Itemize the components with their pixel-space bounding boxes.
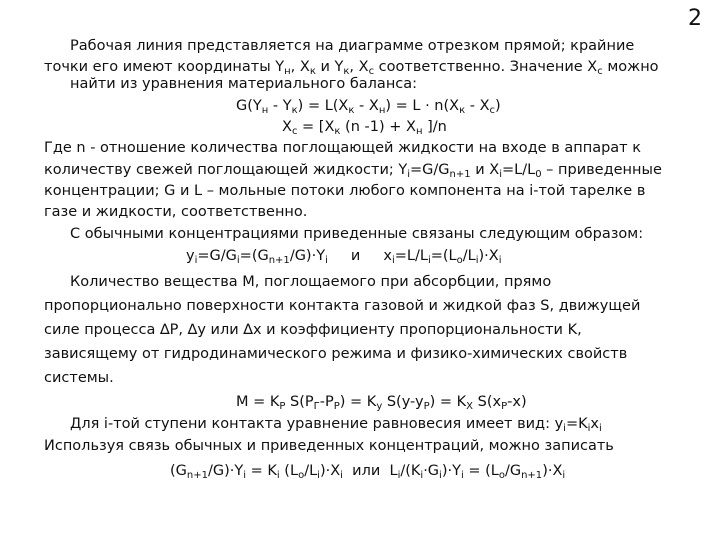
subscript: Г [313, 401, 320, 412]
text: точки его имеют координаты Y [44, 59, 285, 75]
text: ·G [423, 463, 440, 479]
paragraph-line [44, 160, 720, 180]
subscript: P [423, 401, 430, 412]
text: =K [565, 416, 588, 432]
text: )·X [319, 463, 341, 479]
subscript: i [498, 255, 502, 266]
text: ) = L(X [297, 98, 349, 114]
text: =(L [430, 248, 457, 264]
text: =G/G [197, 248, 237, 264]
equation-concentrations [186, 246, 720, 266]
paragraph-line: концентрации; G и L – мольные потоки любого компонента на i-той тарелке в [44, 183, 646, 199]
text: M = K [236, 394, 280, 410]
subscript: 0 [535, 169, 542, 180]
paragraph-line: системы. [44, 370, 114, 386]
text: -x) [507, 394, 527, 410]
subscript: i [243, 470, 247, 481]
text: (n -1) + X [340, 119, 416, 135]
paragraph-line: пропорционально поверхности контакта газовой и жидкой фаз S, движущей [44, 298, 641, 314]
text: S(P [285, 394, 314, 410]
subscript: i [420, 470, 424, 481]
subscript: к [459, 105, 466, 116]
subscript: н [284, 66, 291, 77]
subscript: i [460, 470, 464, 481]
subscript: i [317, 470, 320, 481]
subscript: н [378, 105, 386, 116]
subscript: c [489, 105, 496, 116]
text: = K [246, 463, 277, 479]
text: /G [504, 463, 522, 479]
subscript: к [348, 105, 355, 116]
text: x [590, 416, 599, 432]
text: /L [462, 248, 476, 264]
subscript: i [391, 255, 395, 266]
subscript: o [298, 470, 305, 481]
subscript: y [376, 401, 383, 412]
page-number: 2 [688, 6, 702, 31]
subscript: n+1 [268, 255, 290, 266]
text: (L [279, 463, 299, 479]
paragraph-line: Где n - отношение количества поглощающей жидкости на входе в аппарат к [44, 140, 641, 156]
subscript: к [309, 66, 316, 77]
text: =L/L [501, 162, 536, 178]
subscript: c [368, 66, 375, 77]
subscript: н [415, 126, 423, 137]
paragraph-line: Количество вещества M, поглощаемого при абсорбции, прямо [70, 274, 552, 290]
paragraph-line: зависящему от гидродинамического режима и физико-химических свойств [44, 346, 628, 362]
text: - X [354, 98, 379, 114]
subscript: к [291, 105, 298, 116]
paragraph-line: Рабочая линия представляется на диаграмме отрезком прямой; крайние [70, 38, 635, 54]
subscript: c [597, 66, 603, 77]
text: =G/G [410, 162, 450, 178]
text: )·X [542, 463, 563, 479]
equation-material-balance [236, 96, 720, 116]
subscript: P [333, 401, 340, 412]
subscript: i [499, 169, 502, 180]
text: S(y-y [382, 394, 424, 410]
text: )·Y [441, 463, 461, 479]
text: (G [170, 463, 187, 479]
subscript: X [466, 401, 474, 412]
paragraph-line: С обычными концентрациями приведенные связаны следующим образом: [70, 226, 644, 242]
text: -P [319, 394, 334, 410]
subscript: i [562, 470, 566, 481]
text: и X [470, 162, 500, 178]
subscript: n+1 [521, 470, 543, 481]
text: количеству свежей поглощающей жидкости; Y [44, 162, 408, 178]
text: X [282, 119, 292, 135]
text: S(x [473, 394, 502, 410]
subscript: i [475, 255, 479, 266]
text: или L [342, 463, 398, 479]
subscript: i [598, 423, 602, 434]
text: Для i-той ступени контакта уравнение равновесия имеет вид: y [70, 416, 564, 432]
subscript: i [325, 255, 328, 266]
subscript: i [236, 255, 240, 266]
text: ) [495, 98, 501, 114]
paragraph-line: силе процесса ∆P, ∆y или ∆x и коэффициенту пропорциональности K, [44, 322, 582, 338]
paragraph-line [70, 414, 720, 434]
text: y [186, 248, 195, 264]
text: )·X [478, 248, 499, 264]
subscript: i [397, 470, 401, 481]
text: =L/L [394, 248, 428, 264]
subscript: i [427, 255, 431, 266]
text: соответственно. Значение X [374, 59, 598, 75]
equation-equilibrium [170, 461, 720, 481]
text: можно [602, 59, 659, 75]
subscript: i [407, 169, 411, 180]
subscript: i [587, 423, 591, 434]
text: ) = K [429, 394, 467, 410]
text: /G)·Y [208, 463, 244, 479]
subscript: n+1 [186, 470, 208, 481]
text: - X [465, 98, 490, 114]
text: ]/n [422, 119, 447, 135]
subscript: n+1 [449, 169, 471, 180]
equation-xc [282, 117, 720, 137]
subscript: P [501, 401, 508, 412]
text: = [X [297, 119, 335, 135]
subscript: i [340, 470, 343, 481]
paragraph-line: газе и жидкости, соответственно. [44, 204, 308, 220]
paragraph-line: найти из уравнения материального баланса: [70, 76, 418, 92]
subscript: i [194, 255, 198, 266]
text: /G)·Y [289, 248, 326, 264]
text: /(K [400, 463, 421, 479]
text: , X [349, 59, 369, 75]
text: G(Y [236, 98, 262, 114]
equation-absorption [236, 392, 720, 412]
paragraph-line: Используя связь обычных и приведенных концентраций, можно записать [44, 438, 614, 454]
subscript: i [563, 423, 566, 434]
text: =(G [239, 248, 269, 264]
text: – приведенные [541, 162, 662, 178]
subscript: o [498, 470, 505, 481]
subscript: c [291, 126, 298, 137]
subscript: o [456, 255, 463, 266]
subscript: н [261, 105, 269, 116]
text: - Y [268, 98, 292, 114]
subscript: к [334, 126, 341, 137]
subscript: к [343, 66, 350, 77]
text: = (L [463, 463, 499, 479]
text: , X [290, 59, 310, 75]
text: и x [327, 248, 392, 264]
text: ) = L · n(X [385, 98, 460, 114]
subscript: P [279, 401, 286, 412]
text: /L [304, 463, 318, 479]
subscript: i [439, 470, 442, 481]
subscript: i [276, 470, 280, 481]
text: и Y [315, 59, 344, 75]
text: ) = K [339, 394, 377, 410]
